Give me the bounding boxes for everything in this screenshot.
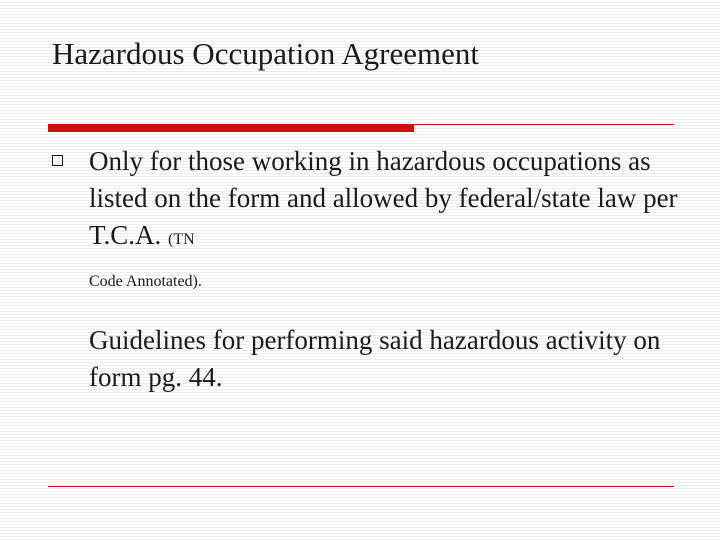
bullet-1-note-open: (TN bbox=[168, 231, 195, 248]
title-divider-thick bbox=[48, 124, 414, 132]
bullet-1-main-text: Only for those working in hazardous occupations as listed on the form and allowed by federal/state law per T.C.A. bbox=[89, 146, 678, 250]
title-divider-thin bbox=[414, 124, 674, 125]
footer-divider bbox=[48, 486, 674, 487]
bullet-text-1 bbox=[89, 143, 689, 296]
square-bullet-icon bbox=[52, 155, 63, 166]
bullet-1-note-rest: Code Annotated). bbox=[89, 273, 202, 290]
slide-title: Hazardous Occupation Agreement bbox=[52, 36, 479, 71]
paragraph-2: Guidelines for performing said hazardous activity on form pg. 44. bbox=[89, 325, 661, 392]
